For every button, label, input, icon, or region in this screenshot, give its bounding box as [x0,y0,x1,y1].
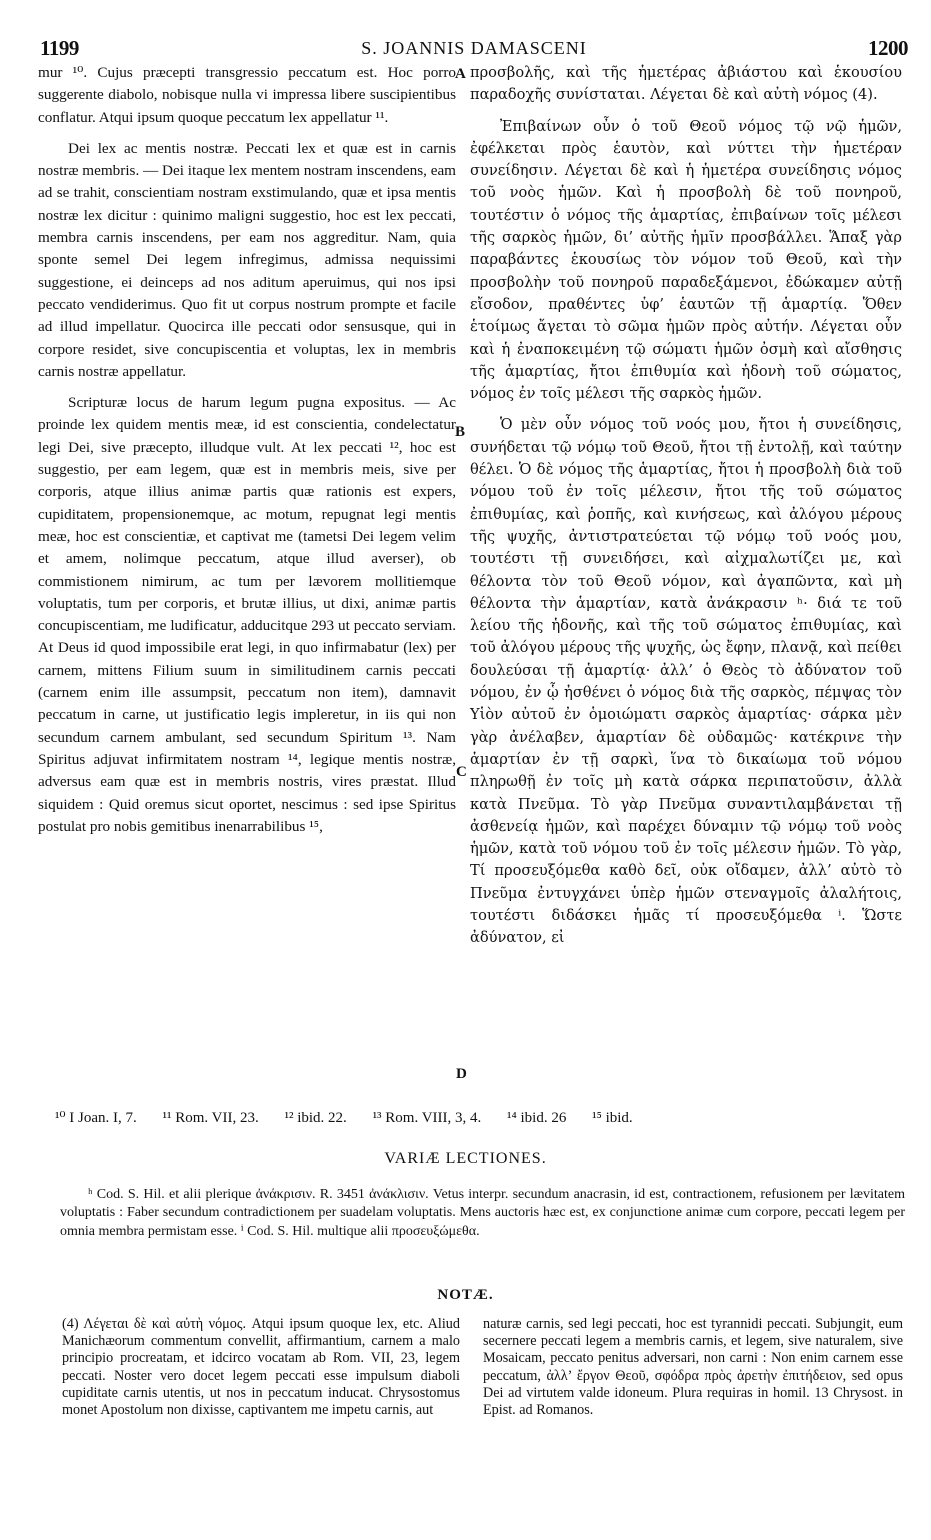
footnotes [55,1108,875,1128]
latin-paragraph-3: Scripturæ locus de harum legum pugna expositus. — Ac proinde lex quidem mentis meæ, id est conscientia, condelectatur legi Dei, sive præcepto, illudque vult. At lex peccati ¹², hoc est suggestio, per eam legem, quæ est in membris meis, sive per corporis, atque illius animæ partis quæ rationis est expers, cupiditatem, propensionemque, ac motum, repugnat legi mentis meæ, hoc est conscientiæ, et captivat me (tametsi Dei legem velim et amem, nolimque peccatum, atque illud averser), ob commistionem nimirum, ac tum per lævorem mollitiemque voluptatis, tum per corporis, et brutæ illius, ut dixi, animæ partis concupiscentiam, me ludificatur, adducitque 293 ut peccato serviam. At Deus id quod impossibile erat legi, in quo infirmabatur (lex) per carnem, mittens Filium suum in similitudinem carnis peccati (carnem enim ille assumpsit, peccatum non item), damnavit peccatum in carne, ut justificatio legis impleretur, in iis qui non secundum carnem ambulant, sed secundum Spiritum ¹³. Nam Spiritus adjuvat infirmitatem nostram ¹⁴, legique mentis nostræ, adversus eam quæ est in membris nostris, vires præstat. Illud siquidem : Quid oremus sicut oportet, nescimus : sed ipse Spiritus postulat pro nobis gemitibus inenarrabilibus ¹⁵, [38,394,456,835]
variae-lectiones-text: ʰ Cod. S. Hil. et alii plerique ἀνάκρισιν. R. 3451 ἀνάκλισιν. Vetus interpr. secundum anacrasin, id est, contractionem, refusionem per lævitatem voluptatis : Faber secundum contradictionem per suadelam voluptatis. Mens auctoris hæc est, ex conjunctione animæ cum corpore, peccati legem per omnia membra permistam esse. ⁱ Cod. S. Hil. multique alii προσευξώμεθα. [60,1187,905,1239]
footnote-12: ¹² ibid. 22. [284,1110,347,1126]
greek-paragraph-3: Ὁ μὲν οὖν νόμος τοῦ νοός μου, ἤτοι ἡ συνείδησις, συνήδεται τῷ νόμῳ τοῦ Θεοῦ, ἤτοι τῇ ἐντολῇ, καὶ ταύτην θέλει. Ὁ δὲ νόμος τῆς ἁμαρτίας, ἤτοι ἡ προσβολὴ διὰ τοῦ νόμου τοῦ ἐν τοῖς μέλεσιν, ἤτοι τῆς τοῦ σώματος ἐπιθυμίας, καὶ ῥοπῆς, καὶ κινήσεως, καὶ ἀλόγου μέρους τῆς ψυχῆς, ἀντιστρατεύεται τῷ νόμῳ τοῦ νοός μου, τουτέστι τῇ συνειδήσει, καὶ αἰχμαλωτίζει με, καὶ θέλοντα τὸν τοῦ Θεοῦ νόμον, καὶ ἀγαπῶντα, καὶ μὴ θέλοντα τὴν ἁμαρτίαν, κατὰ ἀνάκρασιν ʰ· διά τε τοῦ λείου τῆς ἡδονῆς, καὶ τῆς τοῦ σώματος ἐπιθυμίας, καὶ τοῦ ἀλόγου μέρους τῆς ψυχῆς, ὡς ἔφην, πλανᾷ, καὶ πείθει δουλεύσαι τῇ ἁμαρτίᾳ· ἀλλ’ ὁ Θεὸς τὸ ἀδύνατον τοῦ νόμου, ἐν ᾧ ἠσθένει ὁ νόμος διὰ τῆς σαρκὸς, πέμψας τὸν Υἱὸν αὐτοῦ ἐν ὁμοιώματι σαρκὸς ἁμαρτίας· σάρκα μὲν γὰρ ἀνέλαβεν, ἁμαρτίαν δὲ οὐδαμῶς· κατέκρινε τὴν ἁμαρτίαν ἐν τῇ σαρκὶ, ἵνα τὸ δικαίωμα τοῦ νόμου πληρωθῇ ἐν τοῖς μὴ κατὰ σάρκα περιπατοῦσιν, ἀλλὰ κατὰ Πνεῦμα. Τὸ γὰρ Πνεῦμα συναντιλαμβάνεται τῇ ἀσθενείᾳ ἡμῶν, καὶ παρέχει δύναμιν τῷ νόμῳ τοῦ νοὸς ἡμῶν, κατὰ τοῦ νόμου τοῦ ἐν τοῖς μέλεσιν ἡμῶν. Τὸ γὰρ, Τί προσευξόμεθα καθὸ δεῖ, οὐκ οἴδαμεν, ἀλλ’ αὐτὸ τὸ Πνεῦμα ἐντυγχάνει ὑπὲρ ἡμῶν στεναγμοῖς ἀλαλήτοις, τουτέστι διδάσκει ἡμᾶς τί προσευξόμεθα ⁱ. Ὥστε ἀδύνατον, εἰ [470,416,902,947]
margin-marker-d: D [456,1066,467,1082]
latin-paragraph-2: Dei lex ac mentis nostræ. Peccati lex et quæ est in carnis nostræ membris. — Dei itaque lex mentem nostram inscendens, eam ad se trahit, conscientiam nostram exstimulando, quæ et ipsa mentis nostræ lex dicitur : quinimo maligni suggestio, hoc est lex peccati, membra carnis inscendens, per eam nos aggreditur. Nam, quia sponte semel Dei legem infregimus, admissa nequissimi suggestione, ei deinceps ad nos aditum aperuimus, qui nos ipsi peccato vendiderimus. Quo fit ut corpus nostrum prompte et facile ad illud impellatur. Quocirca ille peccati odor sensusque, qui in corpore residet, sive concupiscentia et voluptas, lex in membris carnis nostræ appellatur. [38,139,456,380]
variae-lectiones-heading: VARIÆ LECTIONES. [384,1150,547,1167]
latin-paragraph-1: mur ¹⁰. Cujus præcepti transgressio peccatum est. Hoc porro suggerente diabolo, nobisque nulla vi impressa libere suscipientibus conflatur. Atqui ipsum quoque peccatum lex appellatur ¹¹. [38,64,456,126]
margin-marker-b: B [455,424,466,440]
page-header [40,36,908,62]
margin-marker-a: A [455,66,466,82]
greek-paragraph-2: Ἐπιβαίνων οὖν ὁ τοῦ Θεοῦ νόμος τῷ νῷ ἡμῶν, ἐφέλκεται πρὸς ἑαυτὸν, καὶ νύττει τὴν ἡμετέραν συνείδησιν. Λέγεται δὲ καὶ ἡ ἡμετέρα συνείδησις νόμος τοῦ νοὸς ἡμῶν. Καὶ ἡ προσβολὴ δὲ τοῦ πονηροῦ, τουτέστιν ὁ νόμος τῆς ἁμαρτίας, ἐπιβαίνων τοῖς μέλεσι τῆς σαρκὸς ἡμῶν, δι’ αὐτῆς ἡμῖν προσβάλλει. Ἅπαξ γὰρ παραβάντες ἑκουσίως τὸν νόμον τοῦ Θεοῦ, καὶ τὴν προσβολὴν τοῦ πονηροῦ παραδεξάμενοι, ἐδώκαμεν αὐτῇ εἴσοδον, πραθέντες ὑφ’ ἑαυτῶν τῇ ἁμαρτίᾳ. Ὅθεν ἑτοίμως ἄγεται τὸ σῶμα ἡμῶν πρὸς αὐτήν. Λέγεται οὖν καὶ ἡ ἐναποκειμένη τῷ σώματι ἡμῶν ὀσμὴ καὶ αἴσθησις τῆς ἁμαρτίας, ἤτοι ἐπιθυμία καὶ ἡδονὴ τοῦ σώματος, νόμος ἐν τοῖς μέλεσι τῆς σαρκὸς ἡμῶν. [470,117,902,403]
margin-marker-c: C [456,764,467,780]
note-text-left: (4) Λέγεται δὲ καὶ αὐτὴ νόμος. Atqui ipsum quoque lex, etc. Aliud Manichæorum commentum convellit, affirmantium, carnem a malo principio procreatam, et idcirco vocatam ab Rom. VII, 23, legem peccati. Noster vero docet legem peccati esse impulsum diaboli cupiditate carnis utentis, ut nos in peccatum inducat. Chrysostomus monet Apostolum non dixisse, captivantem me impetu carnis, aut [62,1316,460,1419]
notes-column-left [62,1316,460,1419]
footnote-15: ¹⁵ ibid. [592,1110,633,1126]
footnote-14: ¹⁴ ibid. 26 [507,1110,567,1126]
notes-column-right [483,1316,903,1419]
notae-heading: NOTÆ. [437,1287,494,1303]
footnote-11: ¹¹ Rom. VII, 23. [162,1110,259,1126]
footnote-13: ¹³ Rom. VIII, 3, 4. [372,1110,482,1126]
footnote-10: ¹⁰ I Joan. I, 7. [55,1110,137,1126]
page-number-right: 1200 [868,36,908,60]
greek-column [470,62,902,950]
note-text-right: naturæ carnis, sed legi peccati, hoc est tyrannidi peccati. Subjungit, eum secernere peccati legem a membris carnis, et legem, sive naturalem, sive Mosaicam, peccato penitus adversari, non carni : Non enim carnem esse peccatum, ἀλλ’ ἔργον Θεοῦ, σφόδρα πρὸς ἀρετὴν ἐπιτήδειον, sed opus Dei ad virtutem valde idoneum. Plura requiras in homil. 13 Chrysost. in Epist. ad Romanos. [483,1316,903,1419]
page-number-left: 1199 [40,36,79,60]
greek-paragraph-1: προσβολῆς, καὶ τῆς ἡμετέρας ἀβιάστου καὶ ἑκουσίου παραδοχῆς συνίσταται. Λέγεται δὲ καὶ αὐτὴ νόμος (4). [470,64,902,104]
running-title: S. JOANNIS DAMASCENI [361,38,587,58]
latin-column [38,62,456,838]
